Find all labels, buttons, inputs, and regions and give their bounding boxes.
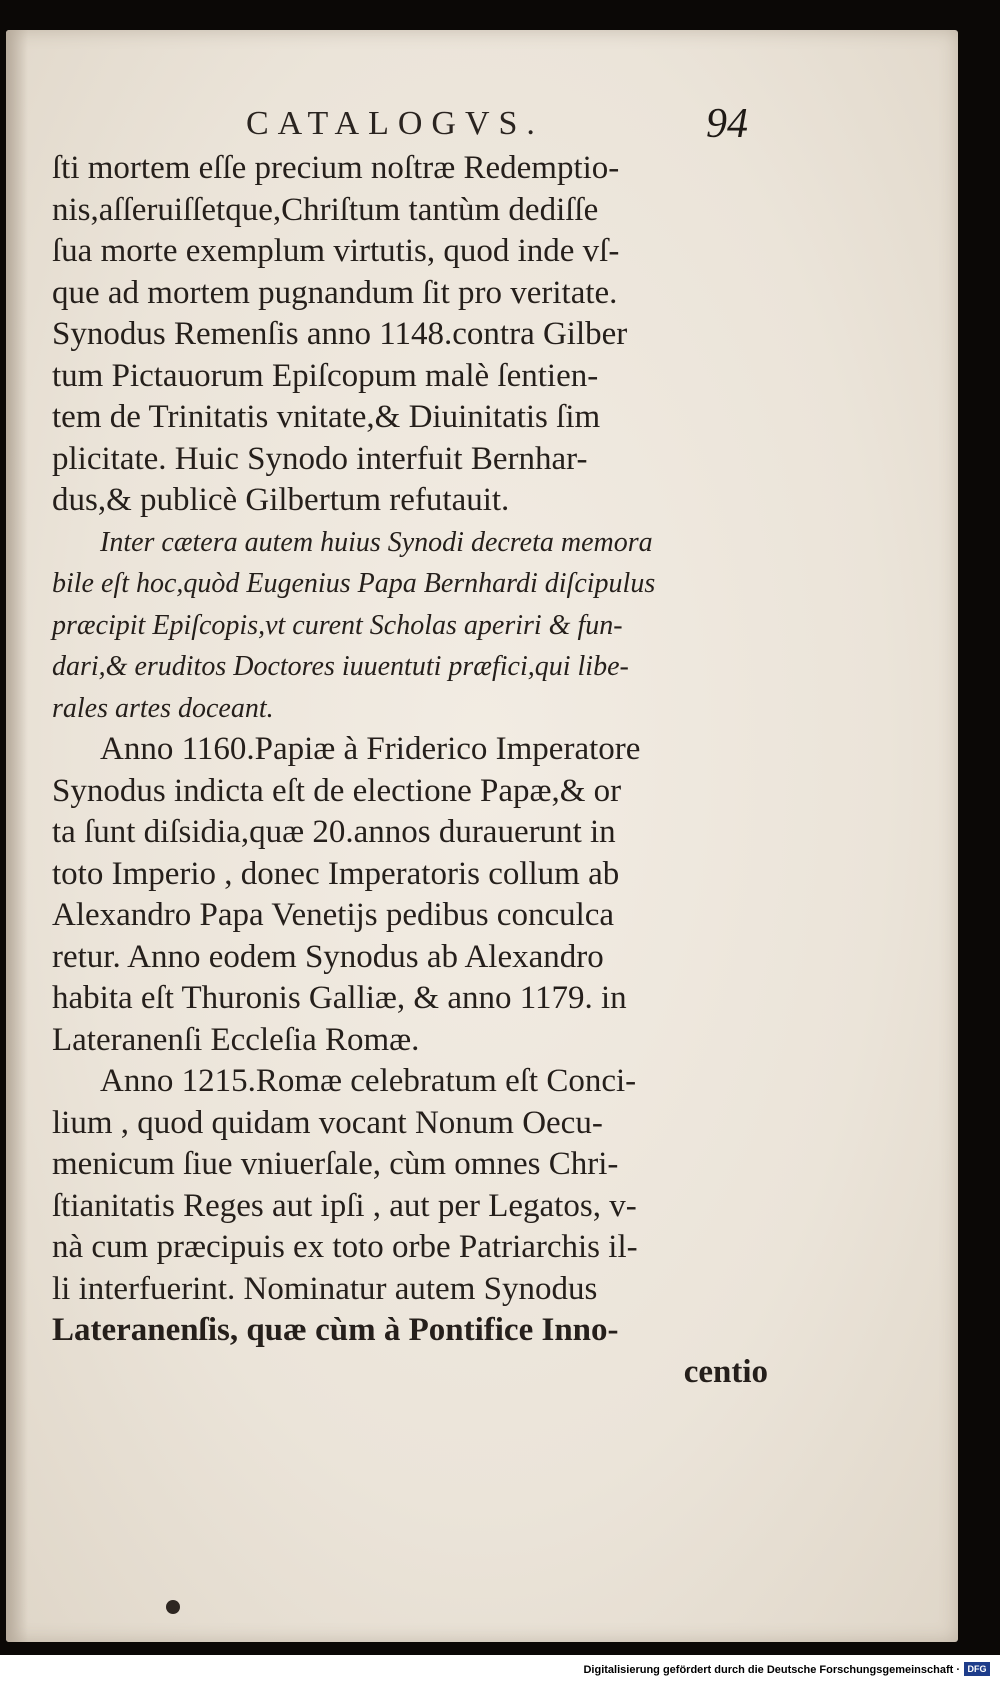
text-line: Synodus indicta eſt de electione Papæ,& or — [52, 772, 622, 809]
page-number: 94 — [706, 101, 748, 147]
printers-ornament — [166, 1600, 180, 1614]
text-line: ſua morte exemplum virtutis, quod inde vſ- — [52, 233, 620, 269]
page-gutter-shadow — [6, 30, 28, 1642]
running-head: CATALOGVS. — [246, 105, 544, 142]
text-line: tum Pictauorum Epiſcopum malè ſentien- — [52, 357, 599, 394]
text-line: ſti mortem eſſe precium noſtræ Redemptio- — [52, 150, 620, 186]
text-line: toto Imperio , donec Imperatoris collum ab — [52, 855, 620, 892]
text-line: Lateranenſis, quæ cùm à Pontifice Inno- — [52, 1312, 619, 1348]
catchword: centio — [683, 1353, 768, 1390]
dfg-logo-icon: DFG — [964, 1662, 990, 1676]
italic-line: Inter cætera autem huius Synodi decreta memora — [100, 526, 653, 558]
text-line: habita eſt Thuronis Galliæ, & anno 1179. in — [52, 980, 627, 1016]
text-line: nis,aſſeruiſſetque,Chriſtum tantùm dediſſe — [52, 191, 599, 228]
text-line: ſtianitatis Reges aut ipſi , aut per Legatos, v- — [52, 1187, 637, 1224]
text-line: retur. Anno eodem Synodus ab Alexandro — [52, 938, 604, 975]
text-line: Anno 1160.Papiæ à Friderico Imperatore — [100, 731, 641, 767]
text-line: menicum ſiue vniuerſale, cùm omnes Chri- — [52, 1146, 619, 1182]
text-line: li interfuerint. Nominatur autem Synodus — [52, 1270, 598, 1307]
italic-line: præcipit Epiſcopis,vt curent Scholas aperiri & fun- — [52, 609, 623, 641]
funding-credit: Digitalisierung gefördert durch die Deutsche Forschungsgemeinschaft · — [583, 1664, 960, 1676]
footer-bar — [0, 1655, 1000, 1688]
text-line: que ad mortem pugnandum ſit pro veritate. — [52, 274, 618, 311]
italic-line: dari,& eruditos Doctores iuuentuti præfici,qui libe- — [52, 651, 629, 682]
text-line: Lateranenſi Eccleſia Romæ. — [52, 1021, 420, 1058]
text-line: lium , quod quidam vocant Nonum Oecu- — [52, 1104, 603, 1141]
text-line: plicitate. Huic Synodo interfuit Bernhar- — [52, 440, 588, 477]
book-page — [6, 30, 958, 1642]
text-line: Anno 1215.Romæ celebratum eſt Conci- — [100, 1063, 637, 1099]
text-line: ta ſunt diſsidia,quæ 20.annos durauerunt in — [52, 814, 616, 850]
text-line: nà cum præcipuis ex toto orbe Patriarchis il- — [52, 1229, 638, 1265]
text-line: Alexandro Papa Venetijs pedibus conculca — [52, 897, 615, 933]
italic-line: bile eſt hoc,quòd Eugenius Papa Bernhardi diſcipulus — [52, 568, 656, 599]
text-line: tem de Trinitatis vnitate,& Diuinitatis ſim — [52, 399, 601, 435]
text-line: Synodus Remenſis anno 1148.contra Gilber — [52, 316, 628, 352]
italic-line: rales artes doceant. — [52, 692, 274, 724]
text-line: dus,& publicè Gilbertum refutauit. — [52, 482, 510, 518]
text-block — [52, 148, 768, 1393]
